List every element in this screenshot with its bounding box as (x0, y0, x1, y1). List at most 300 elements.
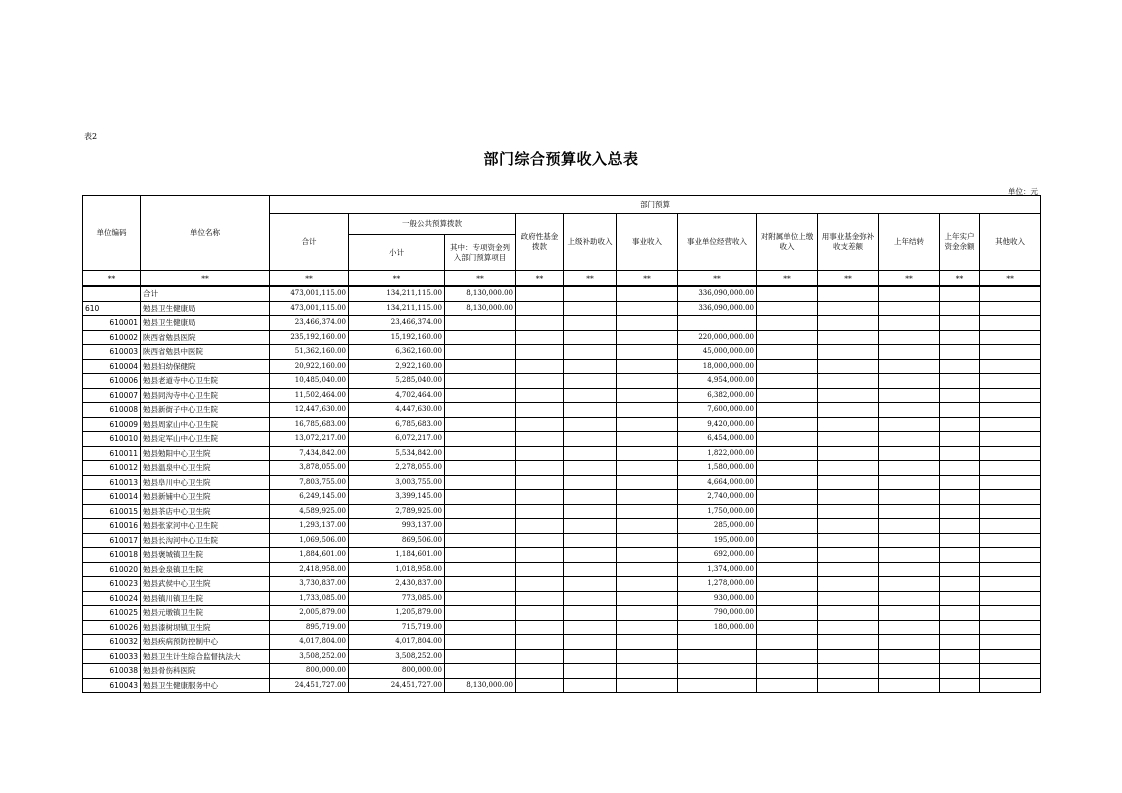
cell-subtotal: 6,785,683.00 (349, 417, 445, 432)
cell-fund-balance (818, 678, 879, 693)
cell-upper-subsidy (564, 548, 617, 563)
cell-name: 勉县张家河中心卫生院 (141, 519, 270, 534)
cell-gov-fund (516, 403, 564, 418)
star-cell: ** (980, 271, 1041, 287)
cell-fund-balance (818, 446, 879, 461)
cell-upper-subsidy (564, 316, 617, 331)
cell-code: 610001 (83, 316, 141, 331)
cell-special: 8,130,000.00 (445, 678, 516, 693)
cell-business-income (617, 591, 678, 606)
cell-business-income (617, 359, 678, 374)
cell-code: 610020 (83, 562, 141, 577)
cell-subordinate (757, 606, 818, 621)
cell-name: 勉县金泉镇卫生院 (141, 562, 270, 577)
cell-carryover (879, 577, 940, 592)
cell-name: 陕西省勉县医院 (141, 330, 270, 345)
header-business-op: 事业单位经营收入 (678, 214, 757, 271)
cell-prev-balance (940, 374, 980, 389)
cell-total: 6,249,145.00 (270, 490, 349, 505)
cell-subtotal: 4,702,464.00 (349, 388, 445, 403)
table-row (83, 388, 1041, 403)
cell-business-income (617, 649, 678, 664)
cell-code: 610014 (83, 490, 141, 505)
star-cell: ** (678, 271, 757, 287)
star-cell: ** (757, 271, 818, 287)
cell-subordinate (757, 548, 818, 563)
cell-carryover (879, 461, 940, 476)
cell-other (980, 519, 1041, 534)
table-row (83, 374, 1041, 389)
cell-name: 勉县长沟河中心卫生院 (141, 533, 270, 548)
cell-code: 610012 (83, 461, 141, 476)
cell-fund-balance (818, 519, 879, 534)
cell-total: 3,878,055.00 (270, 461, 349, 476)
cell-business-op: 1,580,000.00 (678, 461, 757, 476)
header-special: 其中：专项资金列入部门预算项目 (445, 235, 516, 271)
cell-business-income (617, 664, 678, 679)
cell-fund-balance (818, 432, 879, 447)
cell-fund-balance (818, 562, 879, 577)
cell-upper-subsidy (564, 388, 617, 403)
cell-upper-subsidy (564, 374, 617, 389)
table-row (83, 316, 1041, 331)
cell-name: 勉县卫生健康局 (141, 316, 270, 331)
cell-fund-balance (818, 620, 879, 635)
cell-special (445, 432, 516, 447)
cell-code: 610033 (83, 649, 141, 664)
cell-fund-balance (818, 635, 879, 650)
cell-special (445, 359, 516, 374)
cell-fund-balance (818, 475, 879, 490)
header-fund-balance: 用事业基金弥补收支差额 (818, 214, 879, 271)
cell-upper-subsidy (564, 330, 617, 345)
cell-business-op: 195,000.00 (678, 533, 757, 548)
cell-subtotal: 5,534,842.00 (349, 446, 445, 461)
cell-code: 610026 (83, 620, 141, 635)
cell-subtotal: 773,085.00 (349, 591, 445, 606)
cell-gov-fund (516, 461, 564, 476)
cell-code: 610025 (83, 606, 141, 621)
cell-carryover (879, 519, 940, 534)
cell-subtotal: 134,211,115.00 (349, 286, 445, 301)
cell-subtotal: 1,018,958.00 (349, 562, 445, 577)
header-dept-budget: 部门预算 (270, 196, 1041, 214)
cell-other (980, 475, 1041, 490)
cell-prev-balance (940, 475, 980, 490)
cell-carryover (879, 359, 940, 374)
cell-total: 12,447,630.00 (270, 403, 349, 418)
cell-business-op: 2,740,000.00 (678, 490, 757, 505)
cell-carryover (879, 490, 940, 505)
cell-gov-fund (516, 374, 564, 389)
cell-business-income (617, 490, 678, 505)
cell-special (445, 649, 516, 664)
header-upper-subsidy: 上级补助收入 (564, 214, 617, 271)
cell-business-income (617, 635, 678, 650)
cell-business-op: 336,090,000.00 (678, 301, 757, 316)
cell-subtotal: 800,000.00 (349, 664, 445, 679)
cell-special (445, 504, 516, 519)
cell-special (445, 388, 516, 403)
cell-special (445, 461, 516, 476)
table-row (83, 417, 1041, 432)
cell-special (445, 620, 516, 635)
cell-special (445, 548, 516, 563)
cell-business-op: 1,822,000.00 (678, 446, 757, 461)
cell-total: 7,434,842.00 (270, 446, 349, 461)
cell-other (980, 664, 1041, 679)
header-gov-fund: 政府性基金拨款 (516, 214, 564, 271)
cell-gov-fund (516, 388, 564, 403)
cell-code: 610007 (83, 388, 141, 403)
cell-total: 11,502,464.00 (270, 388, 349, 403)
cell-business-op: 790,000.00 (678, 606, 757, 621)
cell-fund-balance (818, 316, 879, 331)
table-row (83, 461, 1041, 476)
cell-business-income (617, 678, 678, 693)
cell-code: 610 (83, 301, 141, 316)
cell-gov-fund (516, 562, 564, 577)
table-row (83, 359, 1041, 374)
cell-carryover (879, 591, 940, 606)
table-row (83, 330, 1041, 345)
cell-other (980, 635, 1041, 650)
cell-subordinate (757, 417, 818, 432)
cell-upper-subsidy (564, 475, 617, 490)
cell-total: 3,508,252.00 (270, 649, 349, 664)
cell-total: 1,069,506.00 (270, 533, 349, 548)
table-row (83, 548, 1041, 563)
header-carryover: 上年结转 (879, 214, 940, 271)
cell-subtotal: 3,399,145.00 (349, 490, 445, 505)
cell-prev-balance (940, 606, 980, 621)
cell-gov-fund (516, 286, 564, 301)
cell-business-op (678, 649, 757, 664)
cell-subordinate (757, 345, 818, 360)
table-row (83, 446, 1041, 461)
cell-name: 勉县阜川中心卫生院 (141, 475, 270, 490)
cell-name: 勉县老道寺中心卫生院 (141, 374, 270, 389)
cell-carryover (879, 504, 940, 519)
cell-subtotal: 6,072,217.00 (349, 432, 445, 447)
cell-business-income (617, 330, 678, 345)
cell-gov-fund (516, 635, 564, 650)
cell-code (83, 286, 141, 301)
cell-subordinate (757, 330, 818, 345)
cell-business-income (617, 504, 678, 519)
cell-other (980, 533, 1041, 548)
cell-subordinate (757, 678, 818, 693)
cell-gov-fund (516, 591, 564, 606)
cell-prev-balance (940, 664, 980, 679)
cell-code: 610032 (83, 635, 141, 650)
cell-business-op: 4,664,000.00 (678, 475, 757, 490)
cell-carryover (879, 548, 940, 563)
cell-name: 勉县褒城镇卫生院 (141, 548, 270, 563)
cell-prev-balance (940, 388, 980, 403)
cell-code: 610017 (83, 533, 141, 548)
header-subtotal: 小计 (349, 235, 445, 271)
cell-name: 勉县卫生计生综合监督执法大 (141, 649, 270, 664)
cell-prev-balance (940, 519, 980, 534)
cell-name: 勉县温泉中心卫生院 (141, 461, 270, 476)
cell-code: 610009 (83, 417, 141, 432)
star-cell: ** (818, 271, 879, 287)
cell-fund-balance (818, 345, 879, 360)
cell-prev-balance (940, 301, 980, 316)
cell-upper-subsidy (564, 446, 617, 461)
cell-gov-fund (516, 606, 564, 621)
cell-carryover (879, 606, 940, 621)
cell-subordinate (757, 519, 818, 534)
cell-code: 610015 (83, 504, 141, 519)
cell-fund-balance (818, 664, 879, 679)
cell-name: 陕西省勉县中医院 (141, 345, 270, 360)
cell-subordinate (757, 475, 818, 490)
cell-subordinate (757, 533, 818, 548)
cell-subordinate (757, 490, 818, 505)
cell-name: 勉县武侯中心卫生院 (141, 577, 270, 592)
cell-prev-balance (940, 432, 980, 447)
cell-name: 勉县周家山中心卫生院 (141, 417, 270, 432)
cell-fund-balance (818, 591, 879, 606)
cell-subordinate (757, 591, 818, 606)
cell-upper-subsidy (564, 417, 617, 432)
cell-total: 4,589,925.00 (270, 504, 349, 519)
cell-upper-subsidy (564, 345, 617, 360)
cell-total: 7,803,755.00 (270, 475, 349, 490)
cell-gov-fund (516, 548, 564, 563)
cell-special: 8,130,000.00 (445, 286, 516, 301)
cell-prev-balance (940, 417, 980, 432)
cell-code: 610010 (83, 432, 141, 447)
cell-prev-balance (940, 345, 980, 360)
cell-subordinate (757, 577, 818, 592)
header-name: 单位名称 (141, 196, 270, 271)
cell-business-income (617, 533, 678, 548)
cell-subordinate (757, 388, 818, 403)
cell-special (445, 577, 516, 592)
table-row (83, 475, 1041, 490)
cell-name: 合计 (141, 286, 270, 301)
star-cell: ** (83, 271, 141, 287)
cell-code: 610024 (83, 591, 141, 606)
cell-total: 16,785,683.00 (270, 417, 349, 432)
cell-subordinate (757, 504, 818, 519)
cell-name: 勉县勉阳中心卫生院 (141, 446, 270, 461)
cell-special (445, 374, 516, 389)
cell-carryover (879, 403, 940, 418)
cell-code: 610011 (83, 446, 141, 461)
table-row (83, 504, 1041, 519)
cell-subordinate (757, 635, 818, 650)
cell-special (445, 591, 516, 606)
cell-code: 610018 (83, 548, 141, 563)
cell-carryover (879, 330, 940, 345)
cell-upper-subsidy (564, 591, 617, 606)
table-number-label: 表2 (84, 132, 98, 141)
cell-subtotal: 6,362,160.00 (349, 345, 445, 360)
cell-business-income (617, 620, 678, 635)
cell-other (980, 577, 1041, 592)
cell-business-op: 180,000.00 (678, 620, 757, 635)
cell-fund-balance (818, 301, 879, 316)
cell-subtotal: 3,508,252.00 (349, 649, 445, 664)
cell-name: 勉县茶店中心卫生院 (141, 504, 270, 519)
cell-upper-subsidy (564, 286, 617, 301)
cell-prev-balance (940, 548, 980, 563)
cell-upper-subsidy (564, 620, 617, 635)
cell-business-income (617, 446, 678, 461)
cell-business-op: 4,954,000.00 (678, 374, 757, 389)
cell-subordinate (757, 316, 818, 331)
cell-name: 勉县骨伤科医院 (141, 664, 270, 679)
cell-code: 610008 (83, 403, 141, 418)
cell-name: 勉县镇川镇卫生院 (141, 591, 270, 606)
cell-total: 51,362,160.00 (270, 345, 349, 360)
cell-total: 13,072,217.00 (270, 432, 349, 447)
header-subordinate: 对附属单位上缴收入 (757, 214, 818, 271)
cell-subordinate (757, 562, 818, 577)
cell-business-income (617, 519, 678, 534)
cell-upper-subsidy (564, 533, 617, 548)
cell-upper-subsidy (564, 461, 617, 476)
star-cell: ** (516, 271, 564, 287)
table-row (83, 345, 1041, 360)
cell-upper-subsidy (564, 519, 617, 534)
cell-total: 4,017,804.00 (270, 635, 349, 650)
cell-name: 勉县定军山中心卫生院 (141, 432, 270, 447)
cell-total: 895,719.00 (270, 620, 349, 635)
cell-prev-balance (940, 446, 980, 461)
cell-prev-balance (940, 562, 980, 577)
cell-prev-balance (940, 359, 980, 374)
cell-prev-balance (940, 461, 980, 476)
cell-carryover (879, 316, 940, 331)
cell-code: 610016 (83, 519, 141, 534)
star-row (83, 271, 1041, 287)
cell-total: 24,451,727.00 (270, 678, 349, 693)
star-cell: ** (349, 271, 445, 287)
cell-total: 1,733,085.00 (270, 591, 349, 606)
cell-business-income (617, 475, 678, 490)
cell-carryover (879, 432, 940, 447)
cell-total: 1,884,601.00 (270, 548, 349, 563)
cell-business-op: 1,750,000.00 (678, 504, 757, 519)
cell-business-income (617, 577, 678, 592)
cell-upper-subsidy (564, 301, 617, 316)
cell-code: 610038 (83, 664, 141, 679)
cell-other (980, 620, 1041, 635)
cell-prev-balance (940, 504, 980, 519)
cell-subtotal: 4,017,804.00 (349, 635, 445, 650)
cell-special (445, 403, 516, 418)
cell-business-income (617, 286, 678, 301)
cell-other (980, 649, 1041, 664)
cell-carryover (879, 388, 940, 403)
cell-subtotal: 4,447,630.00 (349, 403, 445, 418)
table-row (83, 606, 1041, 621)
cell-total: 473,001,115.00 (270, 286, 349, 301)
cell-carryover (879, 446, 940, 461)
cell-carryover (879, 649, 940, 664)
cell-other (980, 548, 1041, 563)
cell-subtotal: 2,922,160.00 (349, 359, 445, 374)
cell-subordinate (757, 432, 818, 447)
cell-business-op: 7,600,000.00 (678, 403, 757, 418)
cell-gov-fund (516, 577, 564, 592)
cell-business-income (617, 316, 678, 331)
cell-name: 勉县新街子中心卫生院 (141, 403, 270, 418)
cell-carryover (879, 620, 940, 635)
cell-business-op (678, 664, 757, 679)
cell-carryover (879, 301, 940, 316)
cell-business-income (617, 345, 678, 360)
cell-name: 勉县卫生健康服务中心 (141, 678, 270, 693)
cell-upper-subsidy (564, 577, 617, 592)
cell-special (445, 345, 516, 360)
cell-carryover (879, 345, 940, 360)
cell-gov-fund (516, 345, 564, 360)
cell-fund-balance (818, 374, 879, 389)
cell-business-op: 6,454,000.00 (678, 432, 757, 447)
cell-name: 勉县疾病预防控制中心 (141, 635, 270, 650)
cell-subtotal: 134,211,115.00 (349, 301, 445, 316)
cell-gov-fund (516, 330, 564, 345)
cell-business-op: 692,000.00 (678, 548, 757, 563)
cell-business-income (617, 374, 678, 389)
table-row (83, 533, 1041, 548)
cell-upper-subsidy (564, 504, 617, 519)
cell-gov-fund (516, 504, 564, 519)
cell-carryover (879, 678, 940, 693)
cell-special (445, 519, 516, 534)
cell-business-income (617, 417, 678, 432)
cell-gov-fund (516, 649, 564, 664)
cell-special (445, 606, 516, 621)
cell-prev-balance (940, 649, 980, 664)
cell-business-op: 9,420,000.00 (678, 417, 757, 432)
cell-upper-subsidy (564, 664, 617, 679)
cell-name: 勉县新铺中心卫生院 (141, 490, 270, 505)
cell-fund-balance (818, 504, 879, 519)
cell-subtotal: 2,278,055.00 (349, 461, 445, 476)
unit-label: 单位：元 (1008, 187, 1038, 196)
cell-fund-balance (818, 417, 879, 432)
cell-total: 3,730,837.00 (270, 577, 349, 592)
cell-subordinate (757, 620, 818, 635)
cell-prev-balance (940, 678, 980, 693)
star-cell: ** (940, 271, 980, 287)
cell-fund-balance (818, 461, 879, 476)
cell-total: 1,293,137.00 (270, 519, 349, 534)
cell-subordinate (757, 374, 818, 389)
cell-other (980, 417, 1041, 432)
header-prev-balance: 上年实户资金余额 (940, 214, 980, 271)
cell-special (445, 533, 516, 548)
cell-code: 610003 (83, 345, 141, 360)
table-row (83, 678, 1041, 693)
cell-other (980, 286, 1041, 301)
cell-fund-balance (818, 359, 879, 374)
cell-subtotal: 5,285,040.00 (349, 374, 445, 389)
table-row (83, 301, 1041, 316)
cell-business-income (617, 606, 678, 621)
cell-fund-balance (818, 606, 879, 621)
cell-total: 235,192,160.00 (270, 330, 349, 345)
cell-business-op: 1,278,000.00 (678, 577, 757, 592)
cell-total: 20,922,160.00 (270, 359, 349, 374)
